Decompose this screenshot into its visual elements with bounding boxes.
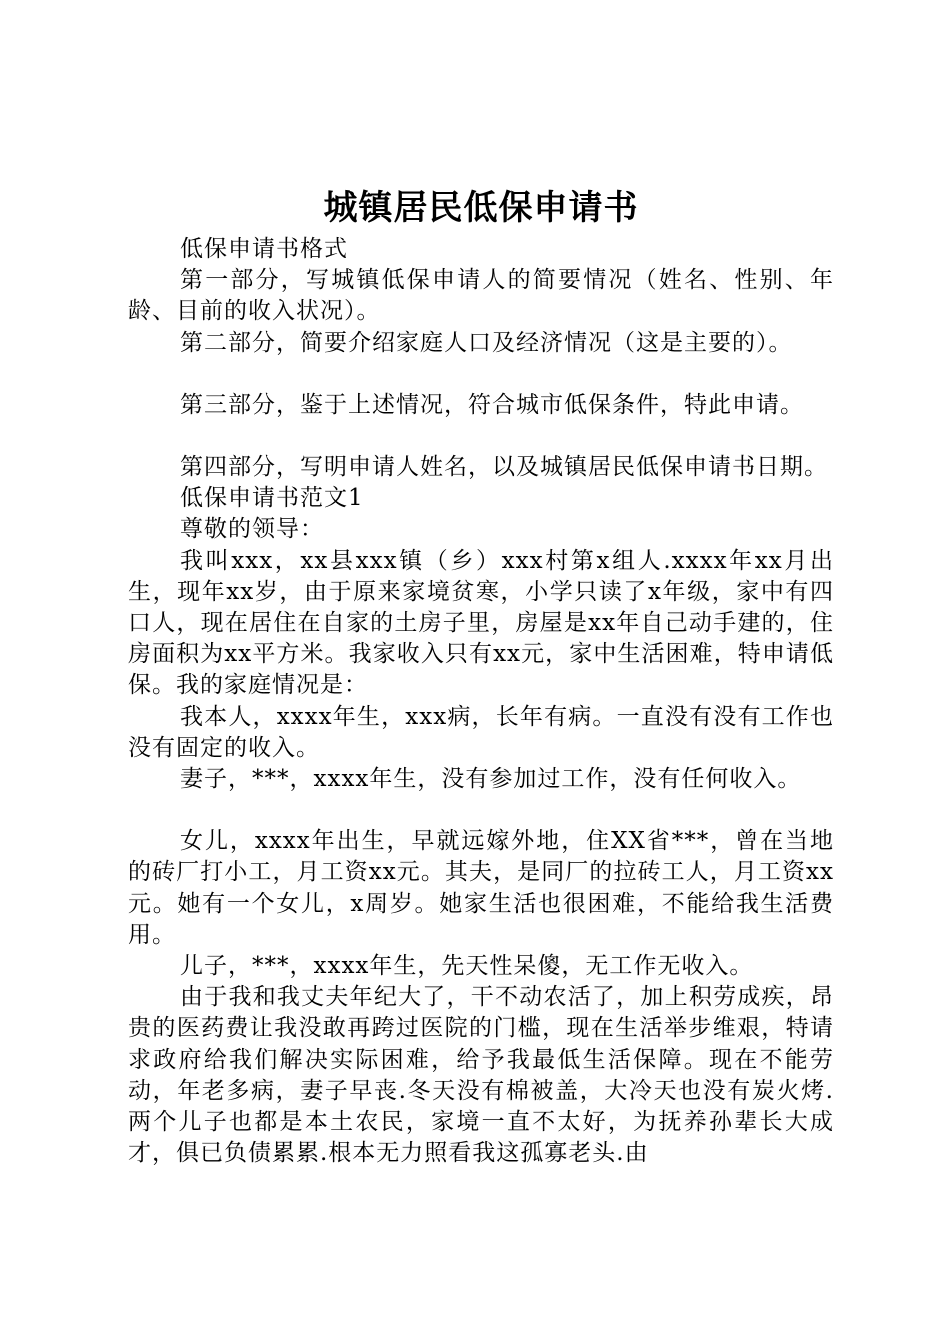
paragraph-intro: 我叫xxx，xx县xxx镇（乡）xxx村第x组人.xxxx年xx月出生，现年xx岁，由于原来家境贫寒，小学只读了x年级，家中有四口人，现在居住在自家的土房子里，房屋是xx年自己动手建的，住房面积为xx平方米。我家收入只有xx元，家中生活困难，特申请低保。我的家庭情况是： xyxy=(128,547,834,699)
paragraph-self: 我本人，xxxx年生，xxx病，长年有病。一直没有没有工作也没有固定的收入。 xyxy=(128,703,834,761)
paragraph-wife: 妻子，***，xxxx年生，没有参加过工作，没有任何收入。 xyxy=(180,766,802,793)
paragraph-son: 儿子，***，xxxx年生，先天性呆傻，无工作无收入。 xyxy=(180,953,754,980)
paragraph-part-three: 第三部分，鉴于上述情况，符合城市低保条件，特此申请。 xyxy=(180,391,804,418)
document-title: 城镇居民低保申请书 xyxy=(323,188,639,228)
blank-line xyxy=(128,795,834,826)
document-page xyxy=(128,186,834,1169)
paragraph-sample-heading: 低保申请书范文1 xyxy=(180,485,364,512)
blank-line xyxy=(128,359,834,390)
paragraph-salutation: 尊敬的领导： xyxy=(180,516,324,543)
paragraph-part-two: 第二部分，简要介绍家庭人口及经济情况（这是主要的）。 xyxy=(180,329,793,356)
paragraph-format-heading: 低保申请书格式 xyxy=(180,236,348,262)
paragraph-request: 由于我和我丈夫年纪大了，干不动农活了，加上积劳成疾，昂贵的医药费让我没敢再跨过医院的门槛，现在生活举步维艰，特请求政府给我们解决实际困难，给予我最低生活保障。现在不能劳动，年老多病，妻子早丧.冬天没有棉被盖，大冷天也没有炭火烤.两个儿子也都是本土农民，家境一直不太好，为抚养孙辈长大成才，俱已负债累累.根本无力照看我这孤寡老头.由 xyxy=(128,984,834,1167)
blank-line xyxy=(128,421,834,452)
paragraph-daughter: 女儿，xxxx年出生，早就远嫁外地，住XX省***，曾在当地的砖厂打小工，月工资xx元。其夫，是同厂的拉砖工人，月工资xx元。她有一个女儿，x周岁。她家生活也很困难，不能给我生活费用。 xyxy=(128,828,834,948)
paragraph-part-one: 第一部分，写城镇低保申请人的简要情况（姓名、性别、年龄、目前的收入状况）。 xyxy=(128,267,834,325)
paragraph-part-four: 第四部分，写明申请人姓名，以及城镇居民低保申请书日期。 xyxy=(180,454,828,481)
